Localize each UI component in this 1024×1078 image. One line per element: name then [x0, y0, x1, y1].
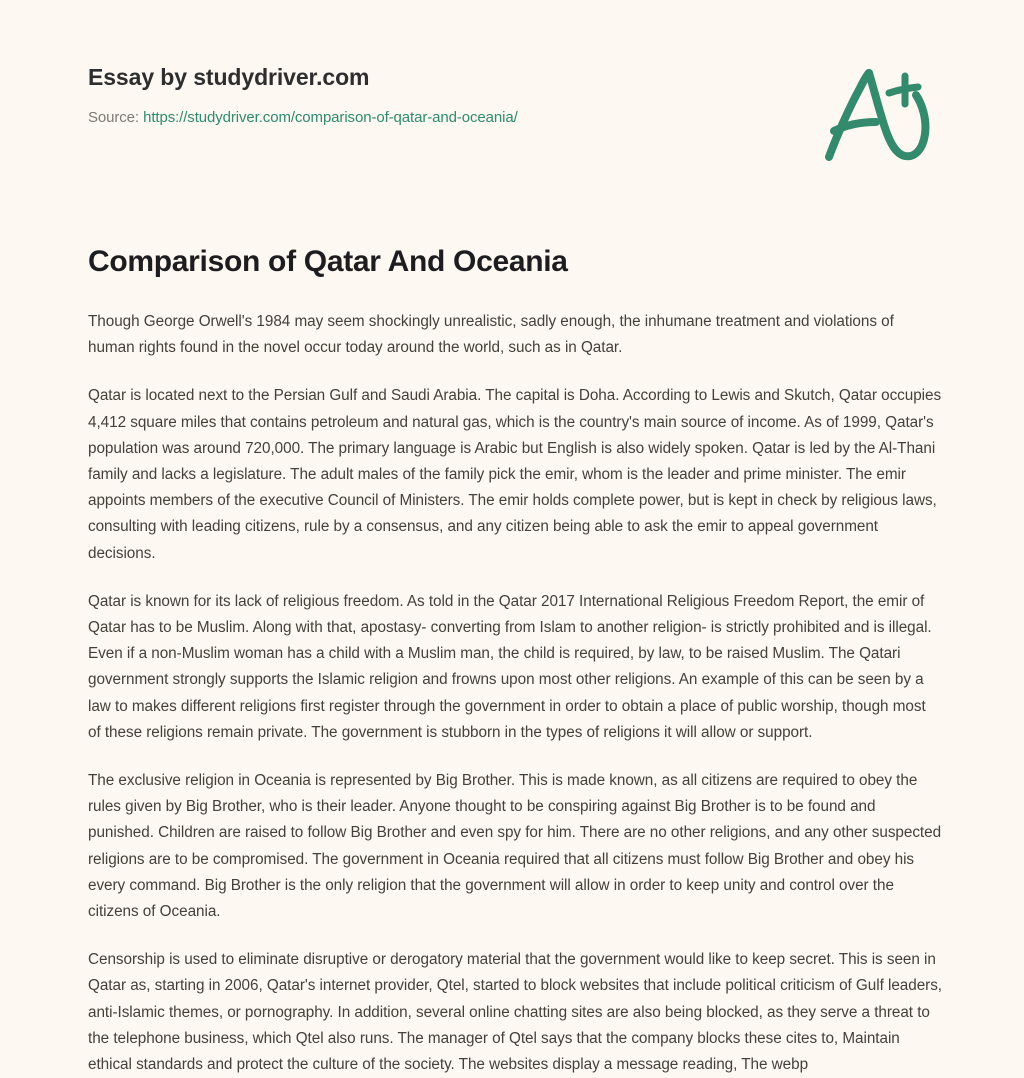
paragraph: The exclusive religion in Oceania is represented by Big Brother. This is made known, as all citizens are required to obey the rules given by Big Brother, who is their leader. Anyone thought to be conspiring against Big Brother is to be found and punished. Children are raised to follow Big Brother and even spy for him. There are no other religions, and any other suspected religions are to be compromised. The government in Oceania required that all citizens must follow Big Brother and obey his every command. Big Brother is the only religion that the government will allow in order to keep unity and control over the citizens of Oceania.	[88, 772, 942, 921]
a-plus-logo	[806, 58, 936, 170]
paragraph: Qatar is located next to the Persian Gulf and Saudi Arabia. The capital is Doha. According to Lewis and Skutch, Qatar occupies 4,412 square miles that contains petroleum and natural gas, which is the country's main source of income. As of 1999, Qatar's population was around 720,000. The primary language is Arabic but English is also widely spoken. Qatar is led by the Al-Thani family and lacks a legislature. The adult males of the family pick the emir, whom is the leader and prime minister. The emir appoints members of the executive Council of Ministers. The emir holds complete power, but is kept in check by religious laws, consulting with leading citizens, rule by a consensus, and any citizen being able to ask the emir to appeal government decisions.	[88, 387, 942, 562]
source-label: Source:	[88, 109, 139, 126]
source-url-link[interactable]: https://studydriver.com/comparison-of-qatar-and-oceania/	[143, 109, 518, 126]
page-title: Comparison of Qatar And Oceania	[88, 245, 568, 278]
paragraph: Though George Orwell's 1984 may seem shockingly unrealistic, sadly enough, the inhumane treatment and violations of human rights found in the novel occur today around the world, such as in Qatar.	[88, 313, 894, 357]
essay-body	[88, 309, 942, 1078]
paragraph: Qatar is known for its lack of religious freedom. As told in the Qatar 2017 International Religious Freedom Report, the emir of Qatar has to be Muslim. Along with that, apostasy- converting from Islam to another religion- is strictly prohibited and is illegal. Even if a non-Muslim woman has a child with a Muslim man, the child is required, by law, to be raised Muslim. The Qatari government strongly supports the Islamic religion and frowns upon most other religions. An example of this can be seen by a law to makes different religions first register through the government in order to obtain a place of public worship, though most of these religions remain private. The government is stubborn in the types of religions it will allow or support.	[88, 592, 932, 741]
brand-title: Essay by studydriver.com	[88, 64, 370, 90]
paragraph: Censorship is used to eliminate disruptive or derogatory material that the government would like to keep secret. This is seen in Qatar as, starting in 2006, Qatar's internet provider, Qtel, started to block websites that include political criticism of Gulf leaders, anti-Islamic themes, or pornography. In addition, several online chatting sites are also being blocked, as they serve a threat to the telephone business, which Qtel also runs. The manager of Qtel says that the company blocks these cites to, Maintain ethical standards and protect the culture of the society. The websites display a message reading, The webp	[88, 951, 942, 1074]
